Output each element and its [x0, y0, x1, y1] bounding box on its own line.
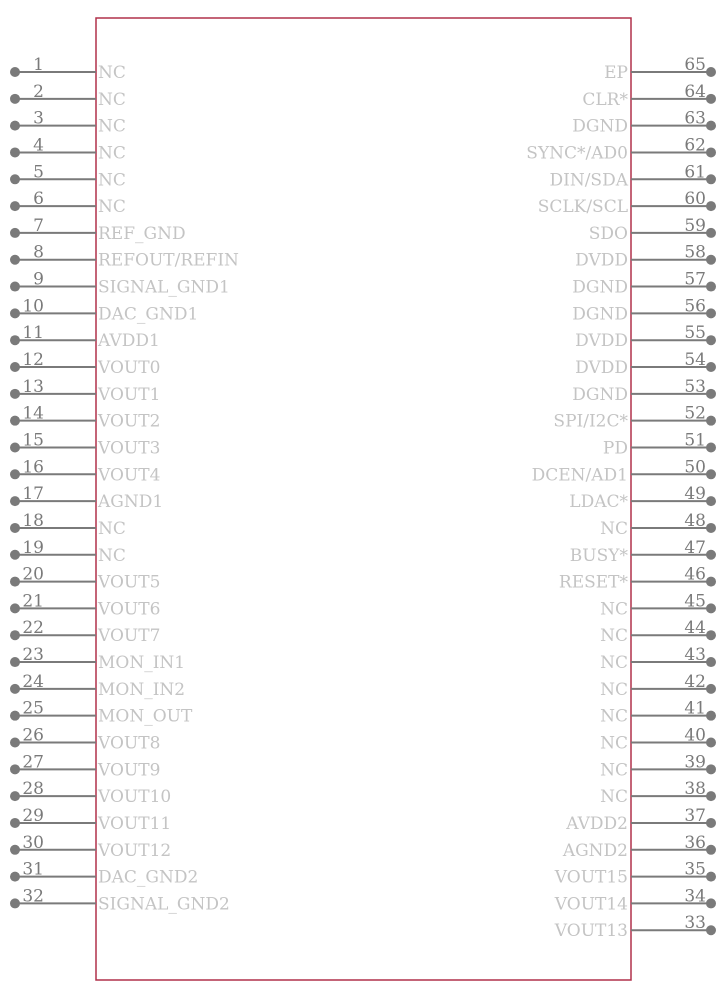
left-pin	[10, 135, 126, 163]
pin-name: NC	[98, 89, 126, 110]
pin-number: 51	[684, 430, 706, 451]
pin-endpoint-dot	[10, 362, 20, 372]
right-pin-group	[526, 55, 716, 941]
pin-name: NC	[600, 599, 628, 620]
right-pin	[538, 189, 716, 217]
left-pin	[10, 377, 160, 405]
pin-name: DIN/SDA	[549, 170, 628, 191]
pin-number: 2	[33, 81, 44, 102]
pin-name: NC	[600, 787, 628, 808]
pin-endpoint-dot	[10, 174, 20, 184]
pin-endpoint-dot	[10, 67, 20, 77]
left-pin	[10, 618, 160, 646]
left-pin	[10, 672, 185, 700]
pin-name: VOUT5	[98, 572, 161, 593]
pin-name: VOUT7	[98, 626, 161, 647]
right-pin	[600, 699, 716, 727]
pin-name: NC	[600, 760, 628, 781]
pin-number: 22	[22, 618, 44, 639]
left-pin	[10, 82, 126, 110]
left-pin	[10, 591, 160, 619]
pin-name: DGND	[572, 304, 628, 325]
pin-number: 65	[684, 55, 706, 75]
pin-endpoint-dot	[706, 121, 716, 131]
right-pin	[553, 404, 716, 432]
pin-number: 6	[33, 189, 44, 210]
right-pin	[600, 672, 716, 700]
pin-number: 8	[33, 242, 44, 263]
pin-number: 25	[22, 698, 44, 719]
right-pin	[569, 484, 716, 512]
pin-number: 15	[22, 430, 44, 451]
pin-number: 21	[22, 591, 44, 612]
pin-name: NC	[98, 63, 126, 83]
pin-number: 27	[22, 752, 44, 773]
left-pin	[10, 806, 171, 834]
pin-number: 31	[22, 859, 44, 880]
pin-endpoint-dot	[10, 764, 20, 774]
left-pin	[10, 404, 160, 432]
pin-name: NC	[98, 545, 126, 566]
pin-name: VOUT4	[98, 465, 161, 486]
pin-endpoint-dot	[10, 121, 20, 131]
pin-name: CLR*	[582, 89, 628, 110]
pin-number: 39	[684, 752, 706, 773]
pin-name: SIGNAL_GND2	[98, 894, 230, 915]
pin-name: DVDD	[575, 358, 628, 379]
right-pin	[600, 779, 716, 807]
pin-endpoint-dot	[10, 442, 20, 452]
pin-name: VOUT11	[98, 813, 172, 834]
pin-endpoint-dot	[706, 845, 716, 855]
pin-number: 32	[22, 886, 44, 907]
pin-number: 13	[22, 376, 44, 397]
pin-name: NC	[98, 197, 126, 218]
pin-endpoint-dot	[10, 416, 20, 426]
pin-name: VOUT1	[98, 384, 161, 405]
pin-number: 10	[22, 296, 44, 317]
pin-number: 62	[684, 135, 706, 156]
pin-endpoint-dot	[10, 282, 20, 292]
left-pin	[10, 296, 198, 324]
pin-endpoint-dot	[706, 255, 716, 265]
pin-endpoint-dot	[706, 389, 716, 399]
pin-number: 58	[684, 242, 706, 263]
pin-endpoint-dot	[10, 335, 20, 345]
pin-name: NC	[600, 653, 628, 674]
pin-number: 12	[22, 350, 44, 371]
right-pin	[575, 243, 716, 271]
pin-endpoint-dot	[10, 872, 20, 882]
right-pin	[575, 350, 716, 378]
pin-number: 37	[684, 805, 706, 826]
pin-number: 44	[684, 618, 706, 639]
pin-endpoint-dot	[10, 228, 20, 238]
pin-name: NC	[98, 518, 126, 539]
right-pin	[589, 216, 716, 244]
right-pin	[554, 886, 716, 914]
pin-name: VOUT13	[554, 921, 628, 942]
pin-number: 1	[33, 55, 44, 75]
pin-endpoint-dot	[10, 738, 20, 748]
right-pin	[600, 511, 716, 539]
pin-number: 46	[684, 564, 706, 585]
pin-number: 23	[22, 645, 44, 666]
right-pin	[600, 618, 716, 646]
pin-endpoint-dot	[10, 255, 20, 265]
pin-endpoint-dot	[706, 684, 716, 694]
pin-number: 11	[22, 323, 44, 344]
pin-number: 49	[684, 484, 706, 505]
pin-endpoint-dot	[706, 791, 716, 801]
right-pin	[570, 538, 716, 566]
pin-number: 16	[22, 457, 44, 478]
right-pin	[572, 296, 716, 324]
pin-endpoint-dot	[706, 308, 716, 318]
pin-number: 45	[684, 591, 706, 612]
right-pin	[582, 82, 716, 110]
pin-number: 3	[33, 108, 44, 129]
right-pin	[554, 913, 716, 941]
pin-name: VOUT14	[554, 894, 628, 915]
pin-number: 28	[22, 779, 44, 800]
pin-name: DVDD	[575, 331, 628, 352]
pin-number: 43	[684, 645, 706, 666]
right-pin	[575, 323, 716, 351]
pin-endpoint-dot	[706, 872, 716, 882]
pin-name: REFOUT/REFIN	[98, 250, 239, 271]
pin-number: 64	[684, 81, 706, 102]
pin-endpoint-dot	[706, 898, 716, 908]
pin-number: 63	[684, 108, 706, 129]
pin-number: 5	[33, 162, 44, 183]
pin-endpoint-dot	[706, 711, 716, 721]
pin-name: MON_IN1	[98, 653, 186, 674]
right-pin	[600, 752, 716, 780]
pin-name: VOUT6	[98, 599, 161, 620]
pin-name: VOUT9	[98, 760, 161, 781]
left-pin-group	[10, 55, 239, 914]
left-pin	[10, 109, 126, 137]
right-pin	[532, 457, 716, 485]
pin-number: 41	[684, 698, 706, 719]
pin-endpoint-dot	[10, 308, 20, 318]
left-pin	[10, 538, 126, 566]
pin-endpoint-dot	[706, 282, 716, 292]
left-pin	[10, 833, 171, 861]
pin-endpoint-dot	[10, 94, 20, 104]
pin-name: DAC_GND2	[98, 867, 199, 888]
left-pin	[10, 860, 198, 888]
pin-name: BUSY*	[569, 545, 628, 566]
left-pin	[10, 752, 160, 780]
pin-endpoint-dot	[10, 523, 20, 533]
pin-number: 57	[684, 269, 706, 290]
pin-number: 29	[22, 805, 44, 826]
pin-endpoint-dot	[10, 657, 20, 667]
pin-endpoint-dot	[706, 201, 716, 211]
pin-name: NC	[600, 733, 628, 754]
pin-number: 42	[684, 671, 706, 692]
pin-name: NC	[98, 170, 126, 191]
pin-name: PD	[602, 438, 628, 459]
right-pin	[572, 109, 716, 137]
pin-name: VOUT0	[98, 358, 161, 379]
pin-number: 52	[684, 403, 706, 424]
pin-endpoint-dot	[10, 147, 20, 157]
left-pin	[10, 162, 126, 190]
right-pin	[572, 377, 716, 405]
pin-endpoint-dot	[10, 201, 20, 211]
pin-number: 54	[684, 350, 706, 371]
pin-name: NC	[98, 143, 126, 164]
pin-endpoint-dot	[706, 335, 716, 345]
pin-endpoint-dot	[10, 577, 20, 587]
left-pin	[10, 430, 160, 458]
pin-number: 30	[22, 832, 44, 853]
pin-endpoint-dot	[706, 67, 716, 77]
pin-endpoint-dot	[706, 147, 716, 157]
right-pin	[549, 162, 716, 190]
pin-name: SIGNAL_GND1	[98, 277, 230, 298]
pin-endpoint-dot	[10, 684, 20, 694]
pin-number: 53	[684, 376, 706, 397]
pin-name: VOUT8	[98, 733, 161, 754]
pin-endpoint-dot	[706, 630, 716, 640]
pin-name: VOUT2	[98, 411, 161, 432]
pin-name: REF_GND	[98, 223, 186, 244]
pin-number: 18	[22, 510, 44, 531]
right-pin	[604, 55, 716, 83]
pin-number: 7	[33, 215, 44, 236]
pin-number: 56	[684, 296, 706, 317]
left-pin	[10, 189, 126, 217]
pin-endpoint-dot	[10, 603, 20, 613]
pin-name: AGND2	[562, 840, 628, 861]
left-pin	[10, 484, 163, 512]
right-pin	[565, 806, 716, 834]
right-pin	[562, 833, 716, 861]
pin-endpoint-dot	[706, 228, 716, 238]
pin-name: MON_IN2	[98, 679, 186, 700]
right-pin	[600, 726, 716, 754]
pin-name: SDO	[588, 223, 628, 244]
pin-name: EP	[604, 63, 628, 83]
pin-name: VOUT10	[98, 787, 172, 808]
pin-number: 33	[684, 913, 706, 934]
pin-name: NC	[600, 626, 628, 647]
left-pin	[10, 699, 193, 727]
left-pin	[10, 216, 186, 244]
pin-name: DGND	[572, 384, 628, 405]
pin-endpoint-dot	[706, 523, 716, 533]
left-pin	[10, 323, 160, 351]
pin-name: LDAC*	[569, 492, 628, 513]
pin-number: 19	[22, 537, 44, 558]
left-pin	[10, 565, 160, 593]
right-pin	[526, 135, 716, 163]
pin-endpoint-dot	[10, 818, 20, 828]
pin-endpoint-dot	[706, 925, 716, 935]
pin-endpoint-dot	[706, 657, 716, 667]
pin-number: 59	[684, 215, 706, 236]
right-pin	[554, 860, 716, 888]
pin-endpoint-dot	[706, 738, 716, 748]
pin-endpoint-dot	[706, 496, 716, 506]
pin-endpoint-dot	[706, 764, 716, 774]
right-pin	[572, 270, 716, 298]
pin-endpoint-dot	[706, 603, 716, 613]
left-pin	[10, 726, 160, 754]
pin-name: NC	[98, 116, 126, 137]
left-pin	[10, 457, 160, 485]
pin-number: 61	[684, 162, 706, 183]
pin-number: 38	[684, 779, 706, 800]
right-pin	[603, 430, 716, 458]
pin-number: 55	[684, 323, 706, 344]
pin-endpoint-dot	[706, 577, 716, 587]
pin-number: 14	[22, 403, 44, 424]
pin-name: DAC_GND1	[98, 304, 199, 325]
pin-name: VOUT3	[98, 438, 161, 459]
pin-name: SPI/I2C*	[553, 411, 628, 432]
pin-endpoint-dot	[10, 630, 20, 640]
left-pin	[10, 645, 185, 673]
left-pin	[10, 511, 126, 539]
left-pin	[10, 779, 171, 807]
pin-name: NC	[600, 518, 628, 539]
pin-name: DCEN/AD1	[531, 465, 628, 486]
pin-name: RESET*	[558, 572, 628, 593]
pin-endpoint-dot	[706, 362, 716, 372]
pin-endpoint-dot	[706, 818, 716, 828]
pin-endpoint-dot	[10, 845, 20, 855]
pin-endpoint-dot	[10, 550, 20, 560]
pin-endpoint-dot	[10, 389, 20, 399]
pin-number: 9	[33, 269, 44, 290]
pin-name: SCLK/SCL	[537, 197, 628, 218]
pin-endpoint-dot	[706, 442, 716, 452]
left-pin	[10, 886, 230, 914]
pin-endpoint-dot	[10, 711, 20, 721]
pin-endpoint-dot	[706, 94, 716, 104]
pin-name: DGND	[572, 277, 628, 298]
pin-name: VOUT15	[554, 867, 628, 888]
left-pin	[10, 350, 160, 378]
pin-name: DVDD	[575, 250, 628, 271]
pin-endpoint-dot	[706, 174, 716, 184]
pin-endpoint-dot	[706, 416, 716, 426]
pin-endpoint-dot	[10, 496, 20, 506]
pin-number: 26	[22, 725, 44, 746]
pin-endpoint-dot	[10, 791, 20, 801]
pin-name: SYNC*/AD0	[526, 143, 628, 164]
pin-name: VOUT12	[98, 840, 172, 861]
pin-name: MON_OUT	[98, 706, 193, 727]
left-pin	[10, 55, 126, 83]
pin-number: 36	[684, 832, 706, 853]
pin-number: 60	[684, 189, 706, 210]
pin-name: AVDD1	[98, 331, 160, 352]
pin-number: 48	[684, 510, 706, 531]
right-pin	[559, 565, 716, 593]
pin-name: DGND	[572, 116, 628, 137]
left-pin	[10, 270, 230, 298]
pin-number: 4	[33, 135, 44, 156]
right-pin	[600, 645, 716, 673]
pin-number: 17	[22, 484, 44, 505]
pin-number: 34	[684, 886, 706, 907]
pin-endpoint-dot	[706, 469, 716, 479]
right-pin	[600, 591, 716, 619]
pin-number: 40	[684, 725, 706, 746]
pin-number: 47	[684, 537, 706, 558]
pin-number: 24	[22, 671, 44, 692]
pin-name: NC	[600, 679, 628, 700]
pin-endpoint-dot	[706, 550, 716, 560]
pin-number: 50	[684, 457, 706, 478]
pin-endpoint-dot	[10, 898, 20, 908]
pin-number: 20	[22, 564, 44, 585]
pin-number: 35	[684, 859, 706, 880]
pin-name: NC	[600, 706, 628, 727]
left-pin	[10, 243, 239, 271]
pin-name: AGND1	[98, 492, 164, 513]
pin-endpoint-dot	[10, 469, 20, 479]
pin-name: AVDD2	[566, 813, 628, 834]
